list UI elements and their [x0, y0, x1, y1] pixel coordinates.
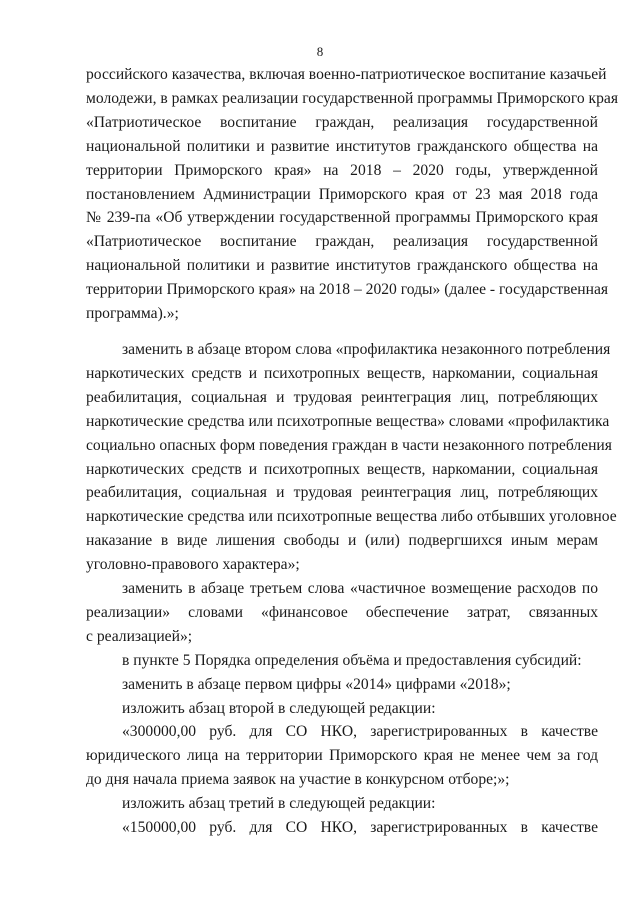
text-line: национальной политики и развитие институтов гражданского общества на: [86, 137, 598, 155]
text-line: уголовно-правового характера»;: [86, 556, 300, 574]
paragraph: [86, 720, 598, 792]
text-line: № 239-па «Об утверждении государственной программы Приморского края: [86, 209, 598, 227]
text-line: наркотические средства или психотропные вещества» словами «профилактика: [86, 412, 610, 430]
text-line: социально опасных форм поведения граждан в части незаконного потребления: [86, 436, 612, 454]
text-line: «Патриотическое воспитание граждан, реализация государственной: [86, 113, 598, 131]
text-line: реабилитация, социальная и трудовая реинтеграция лиц, потребляющих: [86, 388, 598, 406]
paragraph: [86, 816, 598, 840]
page-number: 8: [316, 44, 324, 59]
paragraph: [86, 338, 617, 577]
text-line: наркотических средств и психотропных веществ, наркомании, социальная: [86, 460, 598, 478]
text-line: заменить в абзаце первом цифры «2014» цифрами «2018»;: [122, 675, 511, 693]
text-line: с реализацией»;: [86, 627, 193, 645]
text-line: реализации» словами «финансовое обеспечение затрат, связанных: [86, 603, 598, 621]
paragraph: [86, 63, 619, 326]
text-line: российского казачества, включая военно-патриотическое воспитание казачьей: [86, 66, 607, 83]
text-line: «300000,00 руб. для СО НКО, зарегистрированных в качестве: [122, 723, 598, 741]
text-line: постановлением Администрации Приморского края от 23 мая 2018 года: [86, 185, 598, 203]
text-line: изложить абзац второй в следующей редакции:: [122, 699, 436, 717]
text-line: территории Приморского края» на 2018 – 2020 годы, утвержденной: [86, 161, 598, 179]
text-line: молодежи, в рамках реализации государственной программы Приморского края: [86, 89, 619, 107]
paragraph: [86, 697, 598, 721]
text-line: «Патриотическое воспитание граждан, реализация государственной: [86, 233, 598, 251]
document-body: [86, 63, 619, 840]
paragraph: [86, 673, 598, 697]
paragraph: [86, 577, 598, 649]
text-line: в пункте 5 Порядка определения объёма и предоставления субсидий:: [122, 651, 582, 669]
text-line: реабилитация, социальная и трудовая реинтеграция лиц, потребляющих: [86, 484, 598, 502]
text-line: до дня начала приема заявок на участие в конкурсном отборе;»;: [86, 771, 510, 789]
text-line: наркотические средства или психотропные вещества либо отбывших уголовное: [86, 508, 617, 526]
text-line: заменить в абзаце втором слова «профилактика незаконного потребления: [122, 340, 611, 358]
text-line: территории Приморского края» на 2018 – 2020 годы» (далее - государственная: [86, 281, 609, 299]
text-line: наркотических средств и психотропных веществ, наркомании, социальная: [86, 364, 598, 382]
text-line: наказание в виде лишения свободы и (или) подвергшихся иным мерам: [86, 532, 598, 550]
text-line: юридического лица на территории Приморского края не менее чем за год: [86, 747, 598, 765]
paragraph-spacer: [86, 326, 598, 338]
paragraph: [86, 649, 598, 673]
text-line: заменить в абзаце третьем слова «частичное возмещение расходов по: [122, 580, 598, 598]
text-line: изложить абзац третий в следующей редакции:: [122, 795, 436, 813]
paragraph: [86, 792, 598, 816]
text-line: национальной политики и развитие институтов гражданского общества на: [86, 257, 598, 275]
text-line: программа).»;: [86, 305, 179, 323]
text-line: «150000,00 руб. для СО НКО, зарегистрированных в качестве: [122, 819, 598, 837]
